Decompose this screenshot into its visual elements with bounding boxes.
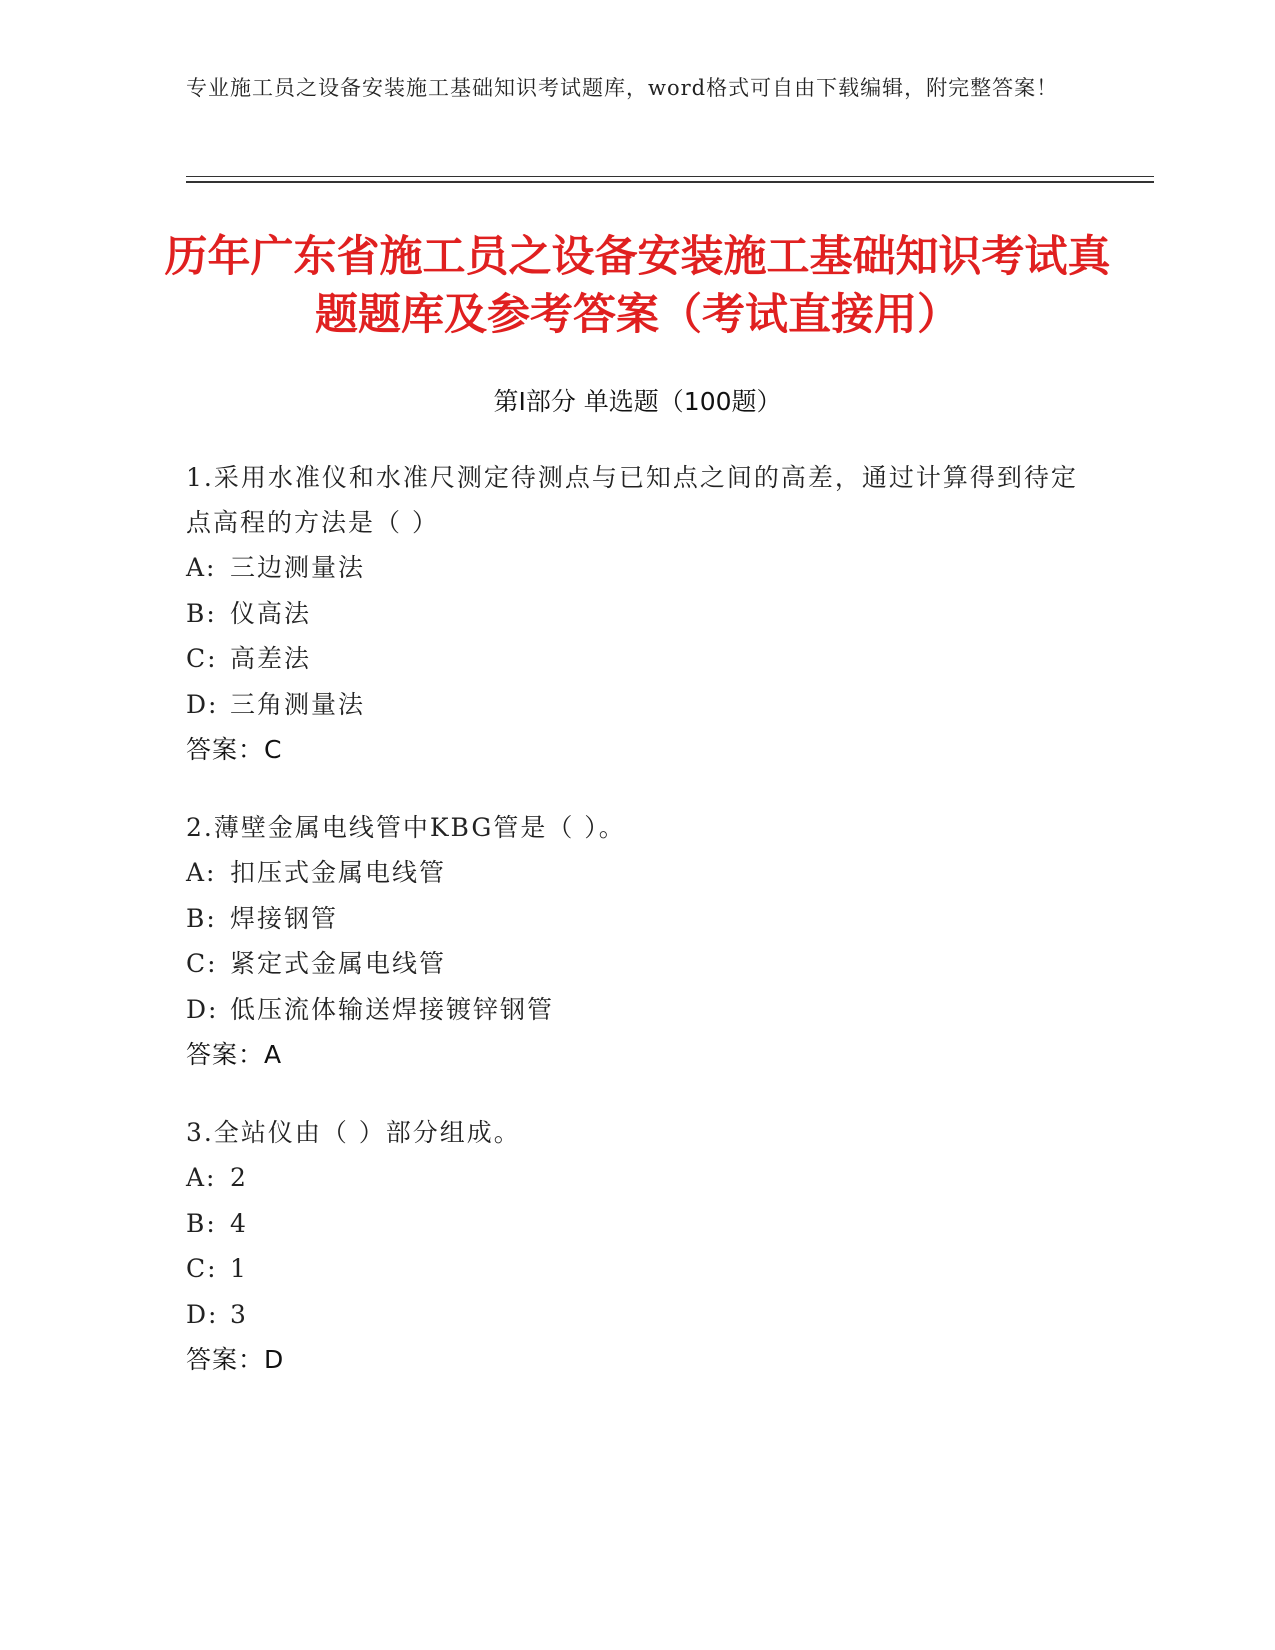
option-text: 3: [230, 1299, 248, 1329]
option-letter: D:: [186, 1299, 219, 1329]
document-title: 历年广东省施工员之设备安装施工基础知识考试真题题库及参考答案（考试直接用）: [164, 232, 1111, 340]
option-a: [186, 1155, 1086, 1201]
option-b: [186, 591, 1086, 637]
option-letter: B:: [186, 598, 217, 628]
option-text: 高差法: [230, 644, 312, 673]
option-c: [186, 1246, 1086, 1292]
option-text: 2: [230, 1163, 248, 1192]
header-divider-thin: [186, 176, 1154, 177]
option-letter: D:: [186, 994, 219, 1024]
option-letter: A:: [186, 858, 217, 887]
option-a: [186, 850, 1086, 896]
option-text: 三边测量法: [230, 553, 366, 582]
option-letter: C:: [186, 949, 218, 978]
option-text: 仪高法: [230, 598, 312, 628]
option-text: 1: [230, 1254, 248, 1283]
option-text: 紧定式金属电线管: [230, 949, 447, 978]
answer-line: 答案：C: [186, 735, 283, 764]
question-3: [186, 1110, 1086, 1382]
option-text: 扣压式金属电线管: [230, 858, 447, 887]
section-heading: 第Ⅰ部分 单选题（100题）: [493, 387, 782, 416]
option-c: [186, 941, 1086, 987]
option-b: [186, 1201, 1086, 1247]
answer-line: 答案：D: [186, 1345, 285, 1374]
option-letter: C:: [186, 644, 218, 673]
question-1: [186, 455, 1086, 772]
header-divider-thick: [186, 181, 1154, 183]
question-2: [186, 805, 1086, 1077]
option-d: [186, 682, 1086, 728]
answer-line: 答案：A: [186, 1040, 283, 1069]
question-stem: 3.全站仪由（ ）部分组成。: [186, 1118, 521, 1147]
option-c: [186, 636, 1086, 682]
option-a: [186, 545, 1086, 591]
option-letter: A:: [186, 553, 217, 582]
option-text: 低压流体输送焊接镀锌钢管: [230, 994, 555, 1024]
header-note: 专业施工员之设备安装施工基础知识考试题库，word格式可自由下载编辑，附完整答案！: [186, 76, 1059, 100]
option-letter: C:: [186, 1254, 218, 1283]
option-letter: D:: [186, 689, 219, 719]
option-letter: B:: [186, 1208, 217, 1238]
question-stem: 1.采用水准仪和水准尺测定待测点与已知点之间的高差，通过计算得到待定点高程的方法是（ ）: [186, 463, 1078, 537]
option-letter: A:: [186, 1163, 217, 1192]
option-text: 三角测量法: [230, 689, 366, 719]
option-text: 焊接钢管: [230, 903, 339, 933]
option-text: 4: [230, 1208, 248, 1238]
option-d: [186, 987, 1086, 1033]
option-b: [186, 896, 1086, 942]
option-d: [186, 1292, 1086, 1338]
question-stem: 2.薄壁金属电线管中KBG管是（ ）。: [186, 813, 626, 842]
option-letter: B:: [186, 903, 217, 933]
